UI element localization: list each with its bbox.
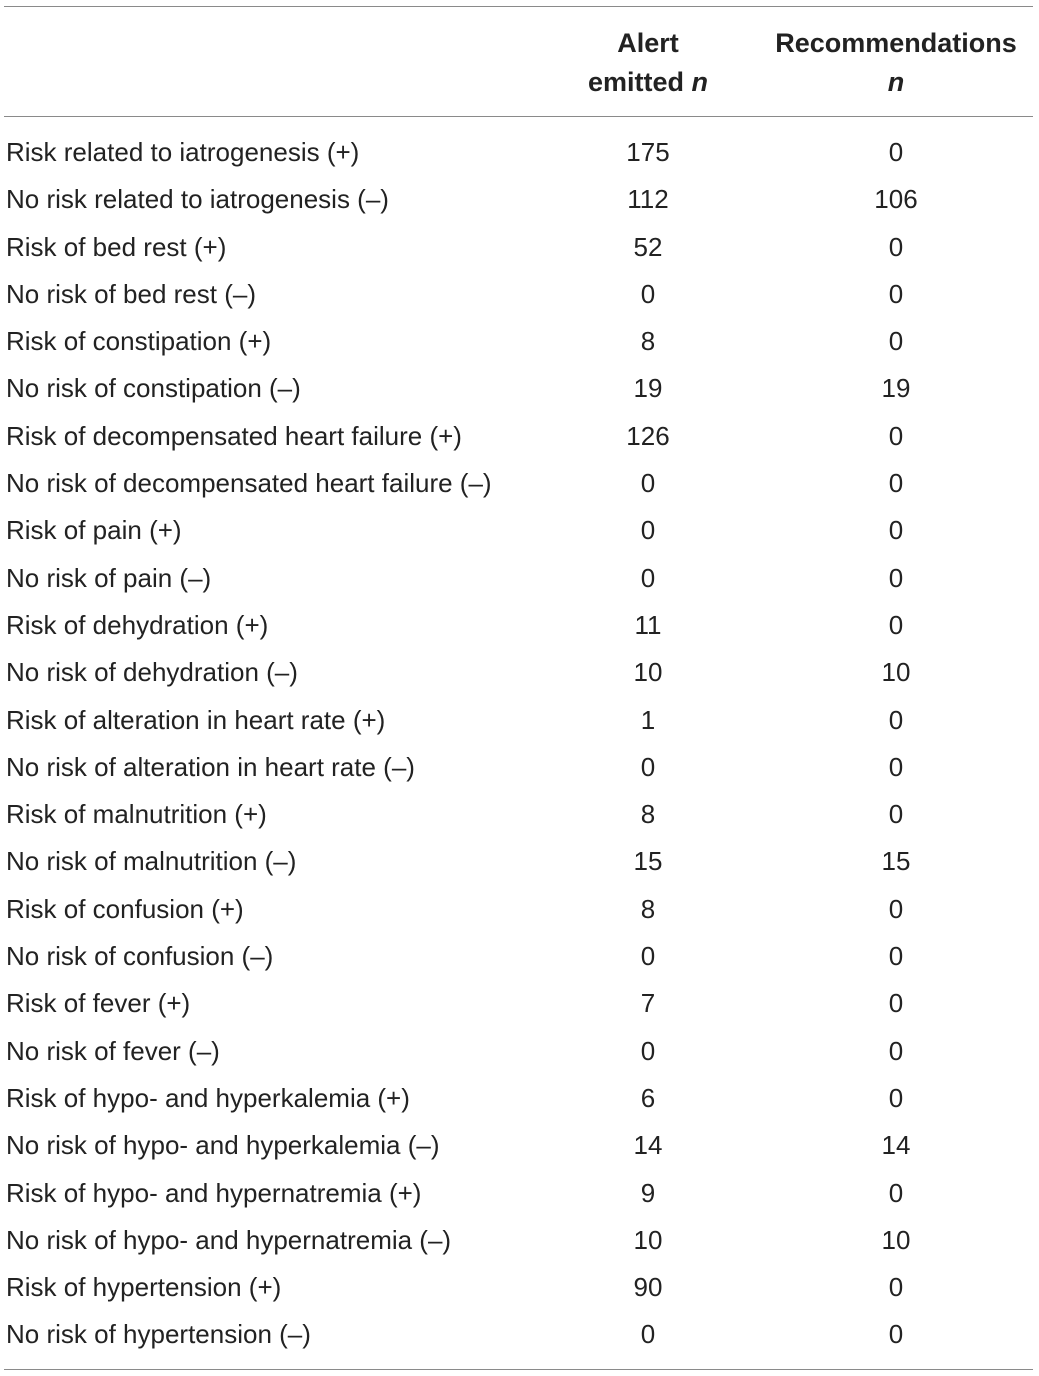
alert-emitted-value: 10 (633, 1224, 663, 1255)
recommendations-value: 0 (888, 562, 904, 593)
row-label: No risk of dehydration (–) (6, 657, 298, 688)
alert-emitted-value: 0 (640, 278, 656, 309)
recommendations-value: 0 (888, 799, 904, 830)
row-label: Risk of pain (+) (6, 515, 182, 546)
recommendations-value: 0 (888, 1082, 904, 1113)
recommendations-value: 0 (888, 515, 904, 546)
alert-emitted-value: 112 (627, 184, 669, 215)
recommendations-value: 0 (888, 468, 904, 499)
row-label: No risk of hypo- and hypernatremia (–) (6, 1224, 452, 1255)
column-header-alert-n: n (691, 67, 709, 97)
recommendations-value: 0 (888, 137, 904, 167)
recommendations-value: 14 (881, 1130, 911, 1161)
table-row (0, 1311, 1039, 1358)
table-row (0, 365, 1039, 412)
alert-emitted-value: 0 (640, 562, 656, 593)
column-header-alert-line1: Alert (617, 28, 679, 58)
recommendations-value: 0 (888, 1177, 904, 1208)
alert-emitted-value: 0 (640, 515, 656, 546)
row-label: Risk of hypo- and hyperkalemia (+) (6, 1082, 410, 1113)
recommendations-value: 0 (888, 231, 904, 262)
table-row (0, 886, 1039, 933)
recommendations-value: 0 (888, 1035, 904, 1066)
table-row (0, 1264, 1039, 1311)
column-header-recommendations-n: n (887, 67, 905, 97)
table-row (0, 1028, 1039, 1075)
row-label: Risk of constipation (+) (6, 326, 272, 357)
column-header-alert-line2 (548, 63, 748, 102)
row-label: No risk of fever (–) (6, 1035, 220, 1066)
recommendations-value: 0 (888, 941, 904, 972)
column-header-alert-emitted (548, 24, 748, 102)
recommendations-value: 10 (881, 1224, 911, 1255)
recommendations-value: 15 (881, 846, 911, 877)
table-body (0, 129, 1039, 1359)
alert-emitted-value: 0 (640, 1319, 656, 1350)
table-header-rule (4, 116, 1033, 117)
table-row (0, 838, 1039, 885)
row-label: No risk of bed rest (–) (6, 278, 256, 309)
row-label: No risk related to iatrogenesis (–) (6, 184, 389, 215)
table-row (0, 129, 1039, 176)
recommendations-value: 0 (888, 893, 904, 924)
table-row (0, 980, 1039, 1027)
table-row (0, 224, 1039, 271)
table-row (0, 933, 1039, 980)
row-label: No risk of hypertension (–) (6, 1319, 311, 1350)
row-label: Risk of hypo- and hypernatremia (+) (6, 1177, 422, 1208)
row-label: Risk of bed rest (+) (6, 231, 227, 262)
column-header-recommendations (752, 24, 1039, 102)
alert-emitted-value: 126 (626, 420, 670, 451)
alert-emitted-value: 10 (633, 657, 663, 688)
table-bottom-rule (4, 1369, 1033, 1370)
recommendations-value: 0 (888, 420, 904, 451)
row-label: No risk of constipation (–) (6, 373, 301, 404)
recommendations-value: 0 (888, 609, 904, 640)
alert-emitted-value: 0 (640, 751, 656, 782)
alert-emitted-value: 8 (640, 799, 656, 830)
table-row (0, 507, 1039, 554)
column-header-recommendations-line1: Recommendations (775, 28, 1017, 58)
alert-emitted-value: 0 (640, 941, 656, 972)
row-label: No risk of confusion (–) (6, 941, 274, 972)
table-row (0, 1217, 1039, 1264)
column-header-alert-line2-text: emitted (587, 67, 692, 97)
row-label: No risk of malnutrition (–) (6, 846, 297, 877)
alert-emitted-value: 8 (640, 326, 656, 357)
alert-emitted-value: 19 (633, 373, 663, 404)
table-row (0, 744, 1039, 791)
recommendations-value: 106 (874, 184, 918, 215)
table-row (0, 176, 1039, 223)
recommendations-value: 0 (888, 326, 904, 357)
table-row (0, 791, 1039, 838)
row-label: Risk related to iatrogenesis (+) (6, 137, 360, 167)
table-row (0, 1170, 1039, 1217)
alert-emitted-value: 1 (640, 704, 656, 735)
recommendations-value: 0 (888, 1319, 904, 1350)
alert-emitted-value: 11 (634, 609, 662, 640)
table-row (0, 460, 1039, 507)
table-row (0, 1075, 1039, 1122)
alert-emitted-value: 52 (633, 231, 663, 262)
row-label: Risk of malnutrition (+) (6, 799, 267, 830)
table-row (0, 555, 1039, 602)
alert-emitted-value: 90 (633, 1272, 663, 1303)
alert-emitted-value: 9 (640, 1177, 656, 1208)
recommendations-value: 0 (888, 278, 904, 309)
alert-emitted-value: 7 (640, 988, 656, 1019)
alert-emitted-value: 15 (633, 846, 663, 877)
recommendations-value: 10 (881, 657, 911, 688)
recommendations-value: 0 (888, 751, 904, 782)
recommendations-value: 0 (888, 704, 904, 735)
row-label: Risk of confusion (+) (6, 893, 244, 924)
table-row (0, 602, 1039, 649)
table-row (0, 318, 1039, 365)
recommendations-value: 19 (881, 373, 911, 404)
row-label: Risk of hypertension (+) (6, 1272, 282, 1303)
table-row (0, 649, 1039, 696)
table-top-rule (4, 6, 1033, 7)
row-label: No risk of decompensated heart failure (–) (6, 468, 492, 499)
row-label: Risk of decompensated heart failure (+) (6, 420, 462, 451)
alert-emitted-value: 8 (640, 893, 656, 924)
alert-emitted-value: 0 (640, 1035, 656, 1066)
alert-emitted-value: 0 (640, 468, 656, 499)
row-label: No risk of hypo- and hyperkalemia (–) (6, 1130, 440, 1161)
table-row (0, 413, 1039, 460)
alert-emitted-value: 14 (633, 1130, 663, 1161)
row-label: Risk of dehydration (+) (6, 609, 269, 640)
row-label: Risk of fever (+) (6, 988, 191, 1019)
recommendations-value: 0 (888, 1272, 904, 1303)
alert-emitted-value: 6 (640, 1082, 656, 1113)
row-label: Risk of alteration in heart rate (+) (6, 704, 386, 735)
row-label: No risk of pain (–) (6, 562, 212, 593)
alert-emitted-value: 175 (626, 137, 670, 167)
table-row (0, 1122, 1039, 1169)
table-row (0, 271, 1039, 318)
recommendations-value: 0 (888, 988, 904, 1019)
table-row (0, 697, 1039, 744)
row-label: No risk of alteration in heart rate (–) (6, 751, 415, 782)
